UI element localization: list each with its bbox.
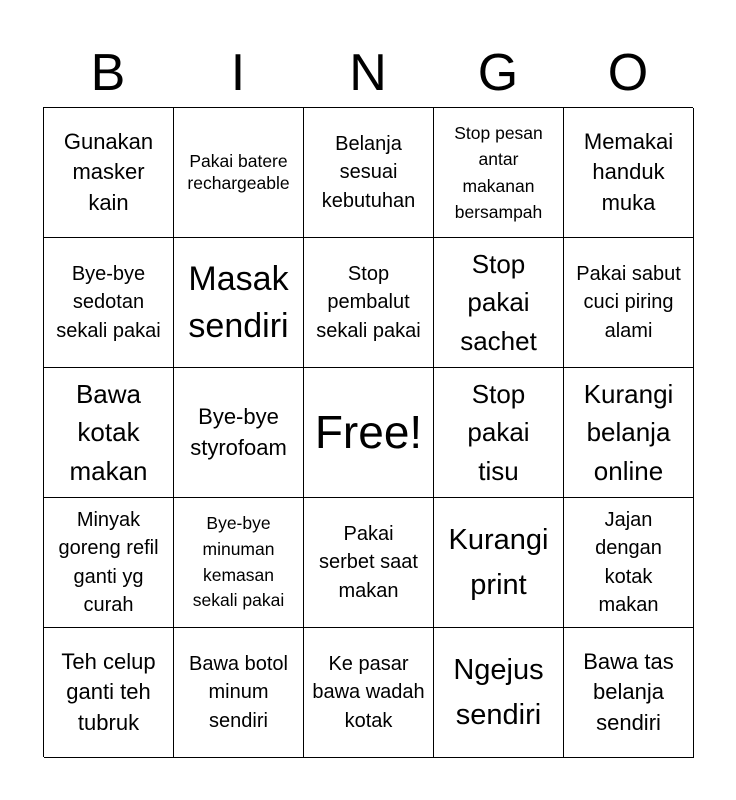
cell-text: Minyak goreng refil ganti yg curah xyxy=(58,508,159,616)
cell-text: Bye-bye sedotan sekali pakai xyxy=(56,262,161,342)
bingo-cell-r1-c1[interactable] xyxy=(44,108,174,238)
cell-text: Pakai serbet saat makan xyxy=(319,522,418,602)
bingo-cell-r5-c2[interactable] xyxy=(174,628,304,758)
bingo-cell-r2-c1[interactable] xyxy=(44,238,174,368)
header-letter-i: I xyxy=(230,44,246,102)
bingo-cell-r4-c1[interactable] xyxy=(44,498,174,628)
cell-text: Bye-bye styrofoam xyxy=(190,404,287,460)
bingo-cell-r1-c5[interactable] xyxy=(564,108,694,238)
bingo-cell-r3-c1[interactable] xyxy=(44,368,174,498)
cell-text: Kurangi print xyxy=(448,523,549,601)
bingo-cell-r5-c5[interactable] xyxy=(564,628,694,758)
bingo-cell-r4-c2[interactable] xyxy=(174,498,304,628)
free-space-text: Free! xyxy=(314,405,423,458)
bingo-cell-r2-c4[interactable] xyxy=(434,238,564,368)
bingo-cell-r3-c5[interactable] xyxy=(564,368,694,498)
cell-text: Jajan dengan kotak makan xyxy=(595,508,662,616)
cell-text: Bawa botol minum sendiri xyxy=(189,652,288,732)
cell-text: Bye-bye minuman kemasan sekali pakai xyxy=(192,512,285,611)
cell-text: Pakai sabut cuci piring alami xyxy=(576,262,681,342)
cell-text: Stop pakai tisu xyxy=(467,378,530,486)
bingo-board xyxy=(43,107,693,757)
cell-text: Stop pesan antar makanan bersampah xyxy=(454,123,543,222)
bingo-header xyxy=(43,38,693,108)
cell-text: Teh celup ganti teh tubruk xyxy=(61,648,156,735)
bingo-cell-free[interactable] xyxy=(304,368,434,498)
bingo-cell-r1-c2[interactable] xyxy=(174,108,304,238)
bingo-cell-r2-c3[interactable] xyxy=(304,238,434,368)
cell-text: Kurangi belanja online xyxy=(583,378,674,486)
bingo-cell-r2-c2[interactable] xyxy=(174,238,304,368)
bingo-cell-r3-c4[interactable] xyxy=(434,368,564,498)
cell-text: Ngejus sendiri xyxy=(453,653,544,731)
header-letter-b: B xyxy=(90,44,126,102)
bingo-cell-r3-c2[interactable] xyxy=(174,368,304,498)
bingo-cell-r4-c5[interactable] xyxy=(564,498,694,628)
bingo-cell-r4-c3[interactable] xyxy=(304,498,434,628)
cell-text: Bawa tas belanja sendiri xyxy=(583,648,674,735)
cell-text: Memakai handuk muka xyxy=(583,128,674,215)
bingo-cell-r4-c4[interactable] xyxy=(434,498,564,628)
cell-text: Masak sendiri xyxy=(188,260,289,345)
header-letter-n: N xyxy=(349,44,387,102)
cell-text: Stop pakai sachet xyxy=(460,248,537,356)
cell-text: Belanja sesuai kebutuhan xyxy=(321,132,416,212)
bingo-cell-r1-c3[interactable] xyxy=(304,108,434,238)
cell-text: Stop pembalut sekali pakai xyxy=(316,262,421,342)
cell-text: Pakai batere rechargeable xyxy=(187,150,290,193)
cell-text: Ke pasar bawa wadah kotak xyxy=(312,652,425,732)
bingo-cell-r5-c4[interactable] xyxy=(434,628,564,758)
bingo-cell-r2-c5[interactable] xyxy=(564,238,694,368)
header-letter-g: G xyxy=(477,44,519,102)
bingo-cell-r1-c4[interactable] xyxy=(434,108,564,238)
cell-text: Gunakan masker kain xyxy=(63,128,154,215)
bingo-cell-r5-c1[interactable] xyxy=(44,628,174,758)
bingo-cell-r5-c3[interactable] xyxy=(304,628,434,758)
cell-text: Bawa kotak makan xyxy=(69,378,148,486)
header-letter-o: O xyxy=(607,44,649,102)
